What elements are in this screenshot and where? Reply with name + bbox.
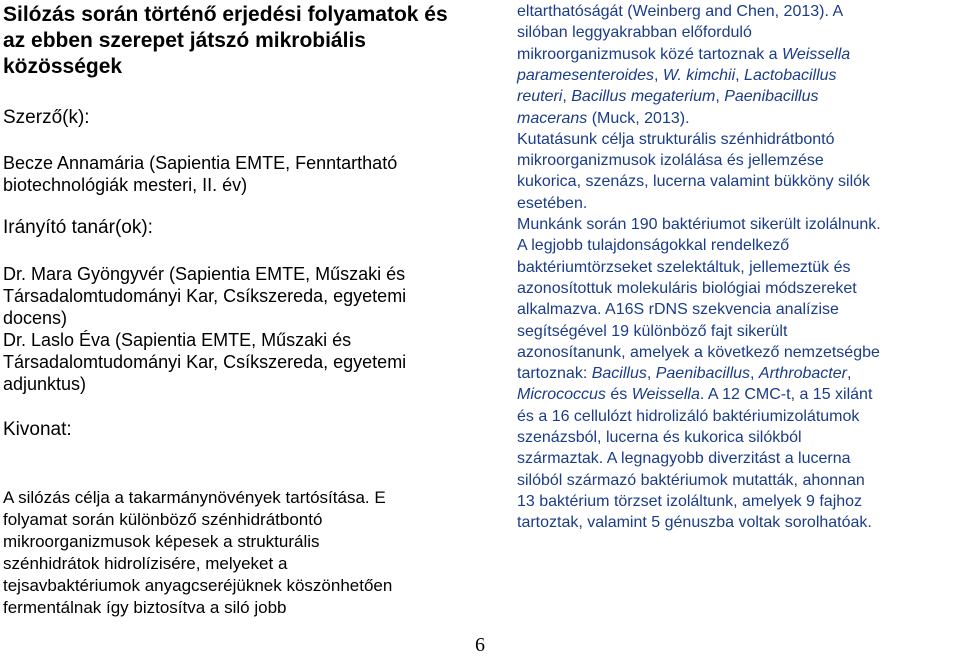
authors-heading: Szerző(k): <box>3 107 90 128</box>
text-segment: tartoztak, valamint 5 génuszba voltak sorolhatóak. <box>517 514 872 532</box>
advisor-line: Társadalomtudományi Kar, Csíkszereda, egyetemi <box>3 352 407 372</box>
right-column-line <box>517 150 824 171</box>
abstract-line: fermentálnak így biztosítva a siló jobb <box>3 598 287 617</box>
text-segment: , <box>646 365 656 383</box>
advisor-line: Dr. Laslo Éva (Sapientia EMTE, Műszaki és <box>3 330 352 350</box>
text-segment: silóban leggyakrabban előforduló <box>517 24 752 42</box>
text-segment: baktériumtörzseket szelektáltuk, jellemeztük és <box>517 258 851 276</box>
text-segment: 13 baktérium törzset izoláltunk, amelyek 9 fajhoz <box>517 492 863 510</box>
right-column-line <box>517 299 839 320</box>
abstract-line: mikroorganizmusok képesek a strukturális <box>3 532 320 551</box>
right-column-line <box>517 406 859 427</box>
text-segment: alkalmazva. A16S rDNS szekvencia analízise <box>517 301 839 319</box>
text-segment: (Muck, 2013). <box>587 109 690 127</box>
advisors-heading: Irányító tanár(ok): <box>3 217 153 238</box>
text-segment: Munkánk során 190 baktériumot sikerült izolálnunk. <box>517 216 881 233</box>
text-segment: , <box>562 88 572 106</box>
abstract-line: A silózás célja a takarmánynövények tartósítása. E <box>3 488 386 507</box>
text-segment: , <box>653 66 663 84</box>
right-column-line <box>517 363 851 384</box>
right-column-line <box>517 193 587 214</box>
text-segment: szenázsból, lucerna és kukorica silókból <box>517 429 802 446</box>
right-column-line <box>517 321 787 342</box>
text-segment: Kutatásunk célja strukturális szénhidrátbontó <box>517 130 835 148</box>
italic-taxon-name: Weissella <box>631 386 700 404</box>
right-column-line <box>517 65 837 86</box>
text-segment: kukorica, szenázs, lucerna valamint bükköny silók <box>517 173 871 191</box>
right-column-line <box>517 108 690 129</box>
right-column-line <box>517 278 857 299</box>
page-number: 6 <box>475 634 485 656</box>
abstract-line: szénhidrátok hidrolízisére, melyeket a <box>3 554 288 573</box>
advisor-line: Dr. Mara Gyöngyvér (Sapientia EMTE, Műszaki és <box>3 264 406 284</box>
right-column-line <box>517 214 881 235</box>
text-segment: mikroorganizmusok közé tartoznak a <box>517 45 782 63</box>
italic-taxon-name: Weissella <box>782 45 851 63</box>
italic-taxon-name: W. kimchii <box>662 66 736 84</box>
text-segment: azonosítottuk molekuláris biológiai módszereket <box>517 279 857 297</box>
italic-taxon-name: Lactobacillus <box>744 66 837 84</box>
text-segment: , <box>846 365 852 383</box>
right-column-line <box>517 257 850 278</box>
text-segment: . A 12 CMC-t, a 15 xilánt <box>699 386 873 404</box>
italic-taxon-name: Arthrobacter <box>758 365 847 383</box>
italic-taxon-name: Bacillus megaterium <box>571 88 716 106</box>
italic-taxon-name: Paenibacillus <box>655 365 751 383</box>
right-column-line <box>517 342 880 363</box>
text-segment: silóból származó baktériumok mutatták, ahonnan <box>517 471 865 489</box>
italic-taxon-name: macerans <box>517 109 588 127</box>
italic-taxon-name: paramesenteroides <box>517 66 654 84</box>
right-column-line <box>517 129 835 150</box>
right-column-line <box>517 512 872 533</box>
text-segment: esetében. <box>517 194 588 212</box>
right-column-line <box>517 427 802 448</box>
text-segment: és a 16 cellulózt hidrolizáló baktériumizolátumok <box>517 407 860 425</box>
advisor-line: Társadalomtudományi Kar, Csíkszereda, egyetemi <box>3 286 407 306</box>
text-segment: segítségével 19 különböző fajt sikerült <box>517 322 788 340</box>
author-line: biotechnológiák mesteri, II. év) <box>3 175 248 195</box>
right-column-line <box>517 491 862 512</box>
right-column-line <box>517 22 752 43</box>
abstract-heading: Kivonat: <box>3 419 72 440</box>
author-line: Becze Annamária (Sapientia EMTE, Fenntartható <box>3 153 398 173</box>
text-segment: , <box>735 66 745 84</box>
right-column-line <box>517 235 789 256</box>
right-column-line <box>517 384 872 405</box>
text-segment: mikroorganizmusok izolálása és jellemzése <box>517 152 824 170</box>
right-column-line <box>517 470 865 491</box>
text-segment: eltarthatóságát (Weinberg and Chen, 2013). A <box>517 3 844 20</box>
abstract-line: folyamat során különböző szénhidrátbontó <box>3 510 323 529</box>
right-column-line <box>517 86 818 107</box>
right-column-line <box>517 448 851 469</box>
text-segment: és <box>605 386 632 404</box>
text-segment: azonosítanunk, amelyek a következő nemzetségbe <box>517 343 880 361</box>
italic-taxon-name: reuteri <box>517 88 563 106</box>
italic-taxon-name: Bacillus <box>591 365 647 383</box>
advisor-line: docens) <box>3 308 68 328</box>
text-segment: tartoznak: <box>517 365 592 383</box>
italic-taxon-name: Paenibacillus <box>724 88 819 106</box>
right-column-line <box>517 171 870 192</box>
document-title: Silózás során történő erjedési folyamatok és az ebben szerepet játszó mikrobiális közösségek <box>3 3 448 78</box>
right-column-line <box>517 1 843 22</box>
abstract-line: tejsavbaktériumok anyagcseréjüknek köszönhetően <box>3 576 393 595</box>
text-segment: , <box>750 365 759 383</box>
text-segment: , <box>715 88 725 106</box>
advisor-line: adjunktus) <box>3 374 87 394</box>
italic-taxon-name: Micrococcus <box>517 386 606 404</box>
text-segment: származtak. A legnagyobb diverzitást a lucerna <box>517 450 851 468</box>
right-column-line <box>517 44 850 65</box>
text-segment: A legjobb tulajdonságokkal rendelkező <box>517 237 790 255</box>
